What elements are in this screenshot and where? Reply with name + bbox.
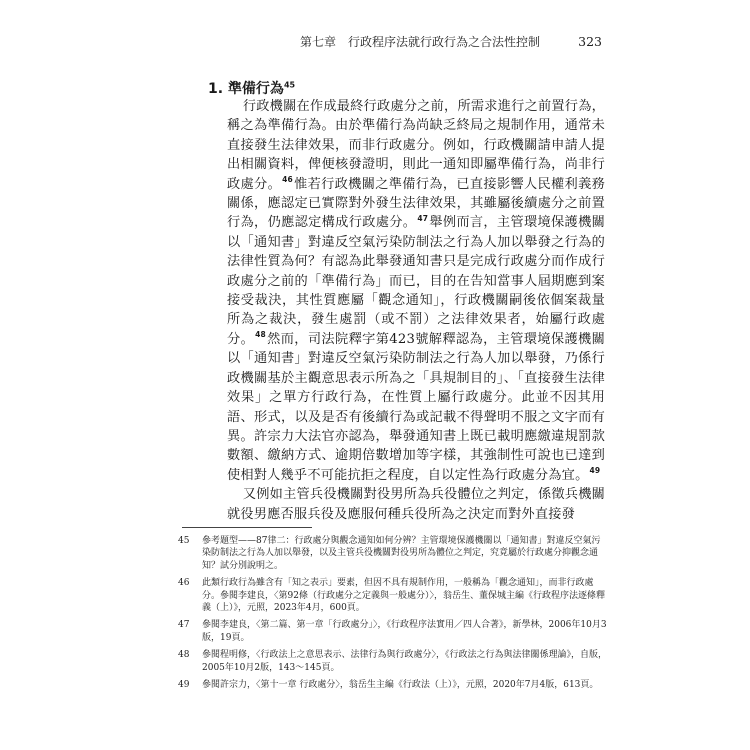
footnote-number: 46 xyxy=(178,578,190,589)
footnote xyxy=(178,535,608,572)
footnote-ref: 48 xyxy=(255,330,266,340)
footnote xyxy=(178,649,608,674)
paragraph-text: 惟若行政機關之準備行為，已直接影響人民權利義務關係，應認定已實際對外發生法律效果，其雖屬後續處分之前置行為，仍應認定構成行政處分。 xyxy=(227,176,605,231)
footnote xyxy=(178,619,608,644)
paragraph-text: 又例如主管兵役機關對役男所為兵役體位之判定，係徵兵機關就役男應否服兵役及應服何種兵役所為之決定而對外直接發 xyxy=(227,487,605,522)
paragraph-text: 行政機關在作成最終行政處分之前，所需求進行之前置行為，稱之為準備行為。由於準備行為尚缺乏終局之規制作用，通常未直接發生法律效果，而非行政處分。例如，行政機關請申請人提出相關資料，俾便核發證明，則此一通知即屬準備行為，尚非行政處分。 xyxy=(227,99,605,192)
page-number: 323 xyxy=(578,34,602,49)
footnote-text: 參考題型——87律二：行政處分與觀念通知如何分辨？主管環境保護機關以「通知書」對違反空氣污染防制法之行為人加以舉發，以及主管兵役機關對役男所為體位之判定，究竟屬於行政處分抑觀念通知？試分別說明之。 xyxy=(202,536,601,571)
body-paragraph xyxy=(227,97,605,485)
footnote-number: 45 xyxy=(178,536,190,546)
footnote-text: 參閱許宗力，〈第十一章 行政處分〉，翁岳生主編《行政法（上）》，元照，2020年7月4版，613頁。 xyxy=(202,680,599,691)
paragraph-text: 舉例而言，主管環境保護機關以「通知書」對違反空氣污染防制法之行為人加以舉發之行為的法律性質為何？有認為此舉發通知書只是完成行政處分而作成行政處分之前的「準備行為」而已，目的在告知當事人屆期應到案接受裁決，其性質應屬「觀念通知」，行政機關嗣後依個案裁量所為之裁決，發生處罰（或不罰）之法律效果者，始屬行政處分。 xyxy=(227,215,605,347)
footnote xyxy=(178,679,608,691)
footnote-text: 參閱程明修，〈行政法上之意思表示、法律行為與行政處分〉，《行政法之行為與法律關係理論》，自版，2005年10月2版，143～145頁。 xyxy=(202,650,608,673)
footnote-ref: 47 xyxy=(417,214,429,224)
footnote-number: 47 xyxy=(178,620,190,631)
footnote-ref: 49 xyxy=(589,466,601,476)
section-title-text: 1. 準備行為 xyxy=(208,81,284,97)
body-paragraph xyxy=(227,485,605,524)
footnote-divider xyxy=(182,527,312,528)
footnotes xyxy=(178,535,608,696)
footnote-ref: 45 xyxy=(283,80,296,90)
footnote-ref: 46 xyxy=(282,175,293,185)
footnote-text: 此類行政行為雖含有「知之表示」要素，但因不具有規制作用，一般稱為「觀念通知」，而非行政處分。參閱李建良，〈第92條（行政處分之定義與一般處分）〉，翁岳生、董保城主編《行政程序法逐條釋義（上）》，元照，2023年4月，600頁。 xyxy=(202,578,605,614)
paragraph-text: 然而，司法院釋字第423號解釋認為，主管環境保護機關以「通知書」對違反空氣污染防制法之行為人加以舉發，乃係行政機關基於主觀意思表示所為之「具規制目的」、「直接發生法律效果」之單方行政行為，在性質上屬行政處分。此並不因其用語、形式，以及是否有後續行為或記載不得聲明不服之文字而有異。許宗力大法官亦認為，舉發通知書上既已載明應繳違規罰款數額、繳納方式、逾期倍數增加等字樣，其強制性可說也已達到使相對人幾乎不可能抗拒之程度，自以定性為行政處分為宜。 xyxy=(227,331,605,483)
footnote-number: 48 xyxy=(178,650,190,661)
footnote-text: 參閱李建良，〈第二篇、第一章「行政處分」〉，《行政程序法實用／四人合著》，新學林，2006年10月3版，19頁。 xyxy=(202,620,607,643)
body-text xyxy=(227,97,605,524)
footnote-number: 49 xyxy=(178,680,190,691)
footnote xyxy=(178,577,608,614)
chapter-title: 第七章 行政程序法就行政行為之合法性控制 xyxy=(300,35,541,49)
running-header xyxy=(300,33,602,50)
section-heading xyxy=(208,78,295,98)
